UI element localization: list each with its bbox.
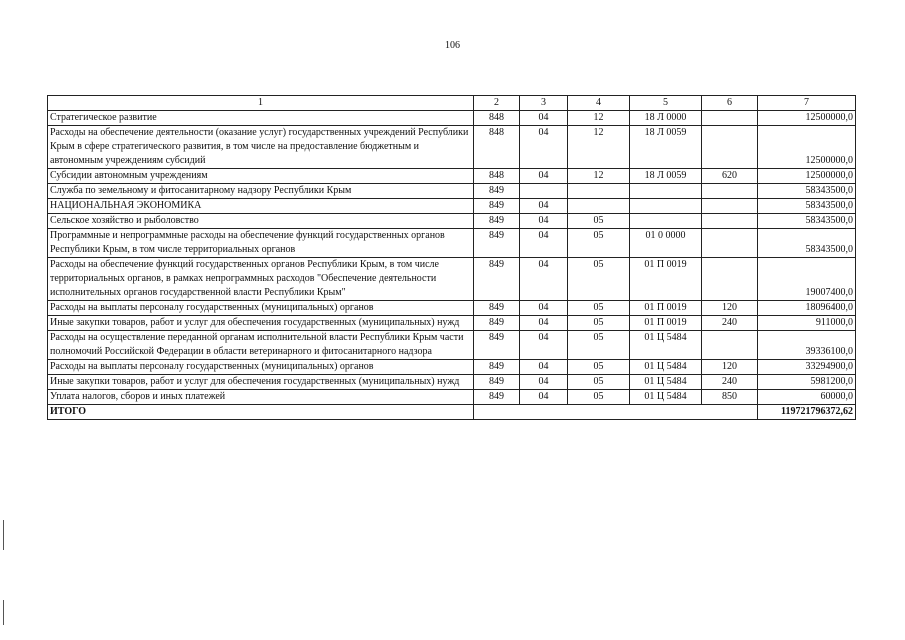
ministry-code: 849	[474, 316, 520, 331]
amount: 12500000,0	[758, 126, 856, 169]
section-code: 04	[520, 199, 568, 214]
amount: 39336100,0	[758, 331, 856, 360]
expense-name: Субсидии автономным учреждениям	[48, 169, 474, 184]
subsection-code: 05	[568, 360, 630, 375]
expense-type-code: 240	[702, 375, 758, 390]
amount: 911000,0	[758, 316, 856, 331]
table-row	[48, 184, 856, 199]
budget-table	[47, 95, 856, 420]
expense-type-code: 120	[702, 301, 758, 316]
table-row	[48, 301, 856, 316]
amount: 58343500,0	[758, 184, 856, 199]
header-cell: 5	[630, 96, 702, 111]
ministry-code: 848	[474, 111, 520, 126]
subsection-code: 05	[568, 375, 630, 390]
amount: 5981200,0	[758, 375, 856, 390]
subsection-code: 12	[568, 111, 630, 126]
amount: 58343500,0	[758, 214, 856, 229]
subsection-code: 05	[568, 390, 630, 405]
table-row	[48, 360, 856, 375]
expense-type-code: 850	[702, 390, 758, 405]
expense-name: Расходы на осуществление переданной органам исполнительной власти Республики Крым части полномочий Российской Федерации в области ветеринарного и фитосанитарного надзора	[48, 331, 474, 360]
section-code: 04	[520, 126, 568, 169]
page-number: 106	[445, 40, 460, 51]
target-article-code: 18 Л 0000	[630, 111, 702, 126]
expense-name: Служба по земельному и фитосанитарному надзору Республики Крым	[48, 184, 474, 199]
expense-type-code	[702, 126, 758, 169]
ministry-code: 849	[474, 331, 520, 360]
section-code: 04	[520, 111, 568, 126]
ministry-code: 849	[474, 258, 520, 301]
amount: 12500000,0	[758, 169, 856, 184]
section-code: 04	[520, 301, 568, 316]
section-code: 04	[520, 390, 568, 405]
target-article-code: 01 Ц 5484	[630, 375, 702, 390]
ministry-code: 849	[474, 199, 520, 214]
table-row	[48, 199, 856, 214]
amount: 58343500,0	[758, 229, 856, 258]
subsection-code: 12	[568, 169, 630, 184]
target-article-code	[630, 184, 702, 199]
section-code: 04	[520, 258, 568, 301]
ministry-code: 849	[474, 375, 520, 390]
amount: 18096400,0	[758, 301, 856, 316]
expense-name: Иные закупки товаров, работ и услуг для обеспечения государственных (муниципальных) нужд	[48, 316, 474, 331]
expense-name: Иные закупки товаров, работ и услуг для обеспечения государственных (муниципальных) нужд	[48, 375, 474, 390]
section-code: 04	[520, 331, 568, 360]
target-article-code	[630, 214, 702, 229]
amount: 33294900,0	[758, 360, 856, 375]
amount: 60000,0	[758, 390, 856, 405]
expense-name: Стратегическое развитие	[48, 111, 474, 126]
scan-margin-mark	[3, 600, 4, 625]
expense-name: Расходы на выплаты персоналу государственных (муниципальных) органов	[48, 301, 474, 316]
section-code: 04	[520, 229, 568, 258]
section-code: 04	[520, 375, 568, 390]
section-code	[520, 184, 568, 199]
table-row	[48, 169, 856, 184]
expense-type-code	[702, 331, 758, 360]
subsection-code	[568, 184, 630, 199]
subsection-code	[568, 199, 630, 214]
target-article-code: 01 Ц 5484	[630, 360, 702, 375]
expense-type-code	[702, 258, 758, 301]
expense-name: Расходы на обеспечение деятельности (оказание услуг) государственных учреждений Республики Крым в сфере стратегического развития, в том числе на предоставление бюджетным и автономным учреждениям субсидий	[48, 126, 474, 169]
amount: 19007400,0	[758, 258, 856, 301]
expense-type-code: 120	[702, 360, 758, 375]
target-article-code: 01 П 0019	[630, 316, 702, 331]
section-code: 04	[520, 316, 568, 331]
ministry-code: 849	[474, 229, 520, 258]
header-cell: 3	[520, 96, 568, 111]
total-amount: 119721796372,62	[758, 405, 856, 420]
amount: 58343500,0	[758, 199, 856, 214]
target-article-code	[630, 199, 702, 214]
table-row	[48, 214, 856, 229]
ministry-code: 849	[474, 390, 520, 405]
expense-name: Расходы на выплаты персоналу государственных (муниципальных) органов	[48, 360, 474, 375]
table-row	[48, 126, 856, 169]
ministry-code: 848	[474, 169, 520, 184]
section-code: 04	[520, 169, 568, 184]
expense-type-code	[702, 214, 758, 229]
target-article-code: 18 Л 0059	[630, 169, 702, 184]
expense-name: Программные и непрограммные расходы на обеспечение функций государственных органов Республики Крым, в том числе территориальных органов	[48, 229, 474, 258]
total-label: ИТОГО	[48, 405, 474, 420]
scan-margin-mark	[3, 520, 4, 550]
expense-type-code	[702, 229, 758, 258]
table-row	[48, 111, 856, 126]
target-article-code: 01 Ц 5484	[630, 331, 702, 360]
header-cell: 7	[758, 96, 856, 111]
expense-name: Сельское хозяйство и рыболовство	[48, 214, 474, 229]
target-article-code: 01 0 0000	[630, 229, 702, 258]
ministry-code: 849	[474, 184, 520, 199]
subsection-code: 05	[568, 229, 630, 258]
header-cell: 1	[48, 96, 474, 111]
table-row	[48, 375, 856, 390]
ministry-code: 849	[474, 360, 520, 375]
table-row	[48, 258, 856, 301]
expense-type-code	[702, 111, 758, 126]
expense-type-code	[702, 184, 758, 199]
header-cell: 2	[474, 96, 520, 111]
subsection-code: 12	[568, 126, 630, 169]
section-code: 04	[520, 214, 568, 229]
expense-type-code	[702, 199, 758, 214]
header-cell: 6	[702, 96, 758, 111]
target-article-code: 01 Ц 5484	[630, 390, 702, 405]
table-row	[48, 390, 856, 405]
subsection-code: 05	[568, 316, 630, 331]
subsection-code: 05	[568, 301, 630, 316]
amount: 12500000,0	[758, 111, 856, 126]
ministry-code: 849	[474, 301, 520, 316]
section-code: 04	[520, 360, 568, 375]
header-cell: 4	[568, 96, 630, 111]
subsection-code: 05	[568, 214, 630, 229]
total-row	[48, 405, 856, 420]
subsection-code: 05	[568, 331, 630, 360]
header-row	[48, 96, 856, 111]
subsection-code: 05	[568, 258, 630, 301]
target-article-code: 01 П 0019	[630, 258, 702, 301]
ministry-code: 848	[474, 126, 520, 169]
expense-type-code: 620	[702, 169, 758, 184]
table-row	[48, 331, 856, 360]
expense-name: Расходы на обеспечение функций государственных органов Республики Крым, в том числе территориальных органов, в рамках непрограммных расходов "Обеспечение деятельности исполнительных органов государственной власти Республики Крым"	[48, 258, 474, 301]
expense-name: Уплата налогов, сборов и иных платежей	[48, 390, 474, 405]
expense-type-code: 240	[702, 316, 758, 331]
total-spacer	[474, 405, 758, 420]
expense-name: НАЦИОНАЛЬНАЯ ЭКОНОМИКА	[48, 199, 474, 214]
target-article-code: 18 Л 0059	[630, 126, 702, 169]
target-article-code: 01 П 0019	[630, 301, 702, 316]
table-row	[48, 316, 856, 331]
ministry-code: 849	[474, 214, 520, 229]
table-row	[48, 229, 856, 258]
